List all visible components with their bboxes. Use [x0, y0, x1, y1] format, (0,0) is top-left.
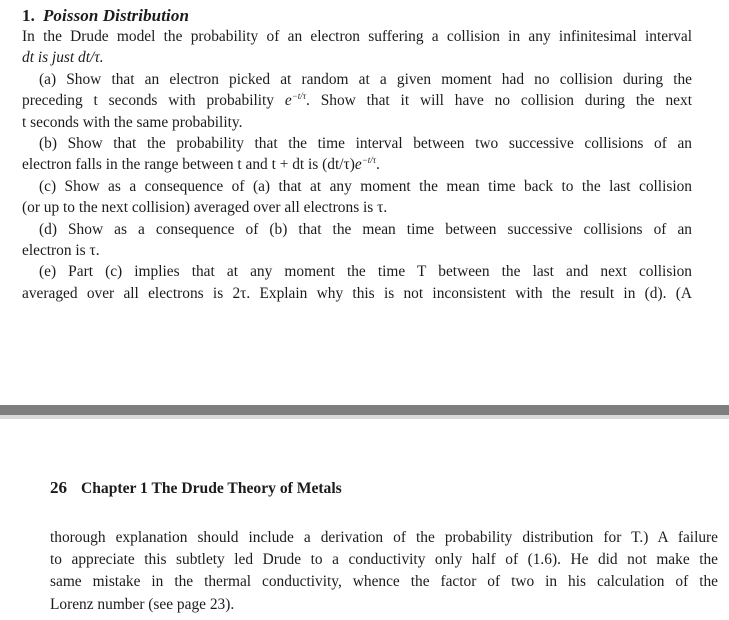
part-b-exp-base: e — [354, 156, 362, 174]
part-e-line-2: averaged over all electrons is 2τ. Explain why this is not inconsistent with the result in (d). (A — [22, 284, 692, 302]
part-a-line-2-end: . Show that it will have no collision during the next — [306, 92, 692, 110]
part-a-line-3: t seconds with the same probability. — [22, 113, 243, 131]
part-a-line-1: (a) Show that an electron picked at random at a given moment had no collision during the — [39, 70, 692, 88]
part-c-line-1: (c) Show as a consequence of (a) that at any moment the mean time back to the last collision — [39, 177, 692, 195]
part-b-line-1: (b) Show that the probability that the time interval between two successive collisions of an — [39, 135, 692, 153]
continuation-block — [50, 527, 718, 616]
part-c-line-2: (or up to the next collision) averaged over all electrons is τ. — [22, 199, 388, 217]
part-b-line-2-end: . — [375, 156, 380, 174]
intro-line-1: In the Drude model the probability of an electron suffering a collision in any infinitesimal interval — [22, 28, 692, 45]
problem-block — [22, 6, 692, 304]
part-a-line-2-start: preceding t seconds with probability — [22, 92, 285, 110]
part-e-line-1: (e) Part (c) implies that at any moment the time T between the last and next collision — [39, 263, 692, 281]
page-break-divider — [0, 405, 729, 415]
part-a-exp-base: e — [284, 92, 292, 110]
problem-heading — [22, 6, 692, 26]
page-number: 26 — [50, 478, 67, 497]
part-b-exp-sup: −t/τ — [361, 155, 376, 166]
continuation-line-1: thorough explanation should include a derivation of the probability distribution for T.) A failure — [50, 529, 718, 546]
intro-line-2: dt is just dt/τ. — [22, 49, 104, 67]
part-d-line-2: electron is τ. — [22, 242, 100, 260]
continuation-line-3: same mistake in the thermal conductivity, whence the factor of two in his calculation of the — [50, 573, 718, 591]
continuation-line-2: to appreciate this subtlety led Drude to a conductivity only half of (1.6). He did not make the — [50, 551, 718, 569]
page-break-shadow — [0, 415, 729, 419]
running-head — [50, 478, 342, 499]
part-d-line-1: (d) Show as a consequence of (b) that the mean time between successive collisions of an — [39, 220, 692, 238]
chapter-title: Chapter 1 The Drude Theory of Metals — [81, 480, 342, 497]
part-b-line-2-start: electron falls in the range between t and t + dt is (dt/τ) — [22, 156, 355, 174]
problem-number: 1. — [22, 6, 35, 25]
part-a-exp-sup: −t/τ — [291, 91, 306, 102]
part-a-line-2 — [22, 90, 692, 111]
part-b-line-2 — [22, 154, 692, 175]
continuation-line-4: Lorenz number (see page 23). — [50, 595, 235, 613]
problem-title: Poisson Distribution — [42, 6, 190, 25]
